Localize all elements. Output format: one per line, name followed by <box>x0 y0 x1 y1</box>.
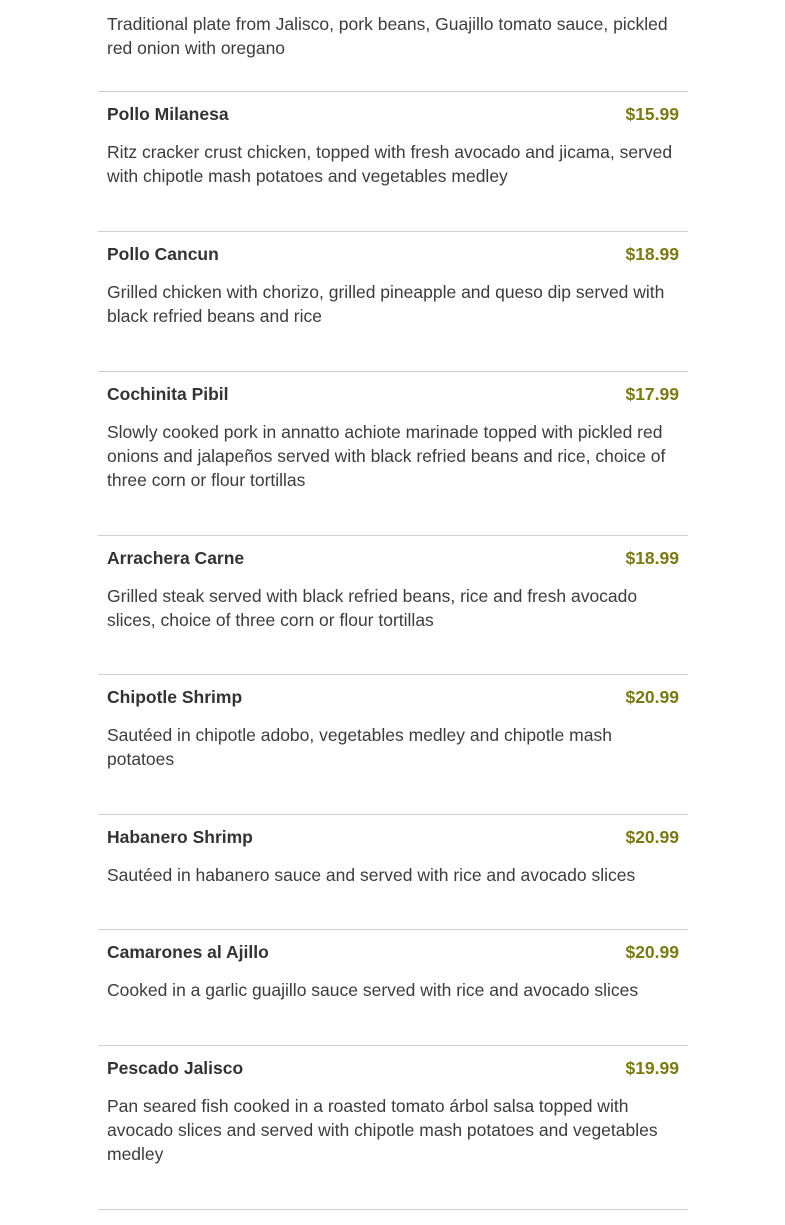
item-description: Sautéed in chipotle adobo, vegetables medley and chipotle mash potatoes <box>107 725 612 769</box>
menu-item <box>98 815 688 930</box>
item-description: Cooked in a garlic guajillo sauce served with rice and avocado slices <box>107 980 639 1000</box>
item-name: Chipotle Shrimp <box>107 687 243 707</box>
menu-item <box>98 372 688 536</box>
item-description: Traditional plate from Jalisco, pork beans, Guajillo tomato sauce, pickled red onion with oregano <box>98 0 688 92</box>
menu-item-header <box>107 92 679 125</box>
menu-item <box>98 536 688 675</box>
item-name: Cochinita Pibil <box>107 384 229 404</box>
menu-item-header <box>107 232 679 265</box>
menu-list <box>98 0 688 1210</box>
menu-item-header <box>107 930 679 963</box>
item-description: Slowly cooked pork in annatto achiote marinade topped with pickled red onions and jalapeños served with black refried beans and rice, choice of three corn or flour tortillas <box>107 422 666 490</box>
item-price: $18.99 <box>625 244 679 264</box>
menu-item <box>98 232 688 372</box>
menu-item <box>98 675 688 815</box>
item-price: $18.99 <box>625 548 679 568</box>
item-name: Habanero Shrimp <box>107 827 253 847</box>
menu-item-header <box>107 1046 679 1079</box>
menu-item-header <box>107 372 679 405</box>
item-description: Sautéed in habanero sauce and served with rice and avocado slices <box>107 865 636 885</box>
item-name: Arrachera Carne <box>107 548 245 568</box>
item-price: $17.99 <box>625 384 679 404</box>
item-name: Camarones al Ajillo <box>107 942 269 962</box>
item-price: $20.99 <box>625 687 679 707</box>
menu-item-header <box>107 536 679 569</box>
item-description: Pan seared fish cooked in a roasted tomato árbol salsa topped with avocado slices and served with chipotle mash potatoes and vegetables medley <box>107 1096 658 1164</box>
menu-item-header <box>107 675 679 708</box>
menu-item <box>98 1046 688 1210</box>
menu-item-header <box>107 815 679 848</box>
menu-item <box>98 92 688 232</box>
item-name: Pollo Cancun <box>107 244 219 264</box>
item-price: $19.99 <box>625 1058 679 1078</box>
item-name: Pollo Milanesa <box>107 104 229 124</box>
menu-item <box>98 930 688 1046</box>
item-description: Grilled steak served with black refried beans, rice and fresh avocado slices, choice of three corn or flour tortillas <box>107 586 638 630</box>
item-price: $20.99 <box>625 942 679 962</box>
item-name: Pescado Jalisco <box>107 1058 244 1078</box>
item-price: $15.99 <box>625 104 679 124</box>
item-price: $20.99 <box>625 827 679 847</box>
item-description: Grilled chicken with chorizo, grilled pineapple and queso dip served with black refried beans and rice <box>107 282 665 326</box>
item-description: Ritz cracker crust chicken, topped with fresh avocado and jicama, served with chipotle mash potatoes and vegetables medley <box>107 142 673 186</box>
